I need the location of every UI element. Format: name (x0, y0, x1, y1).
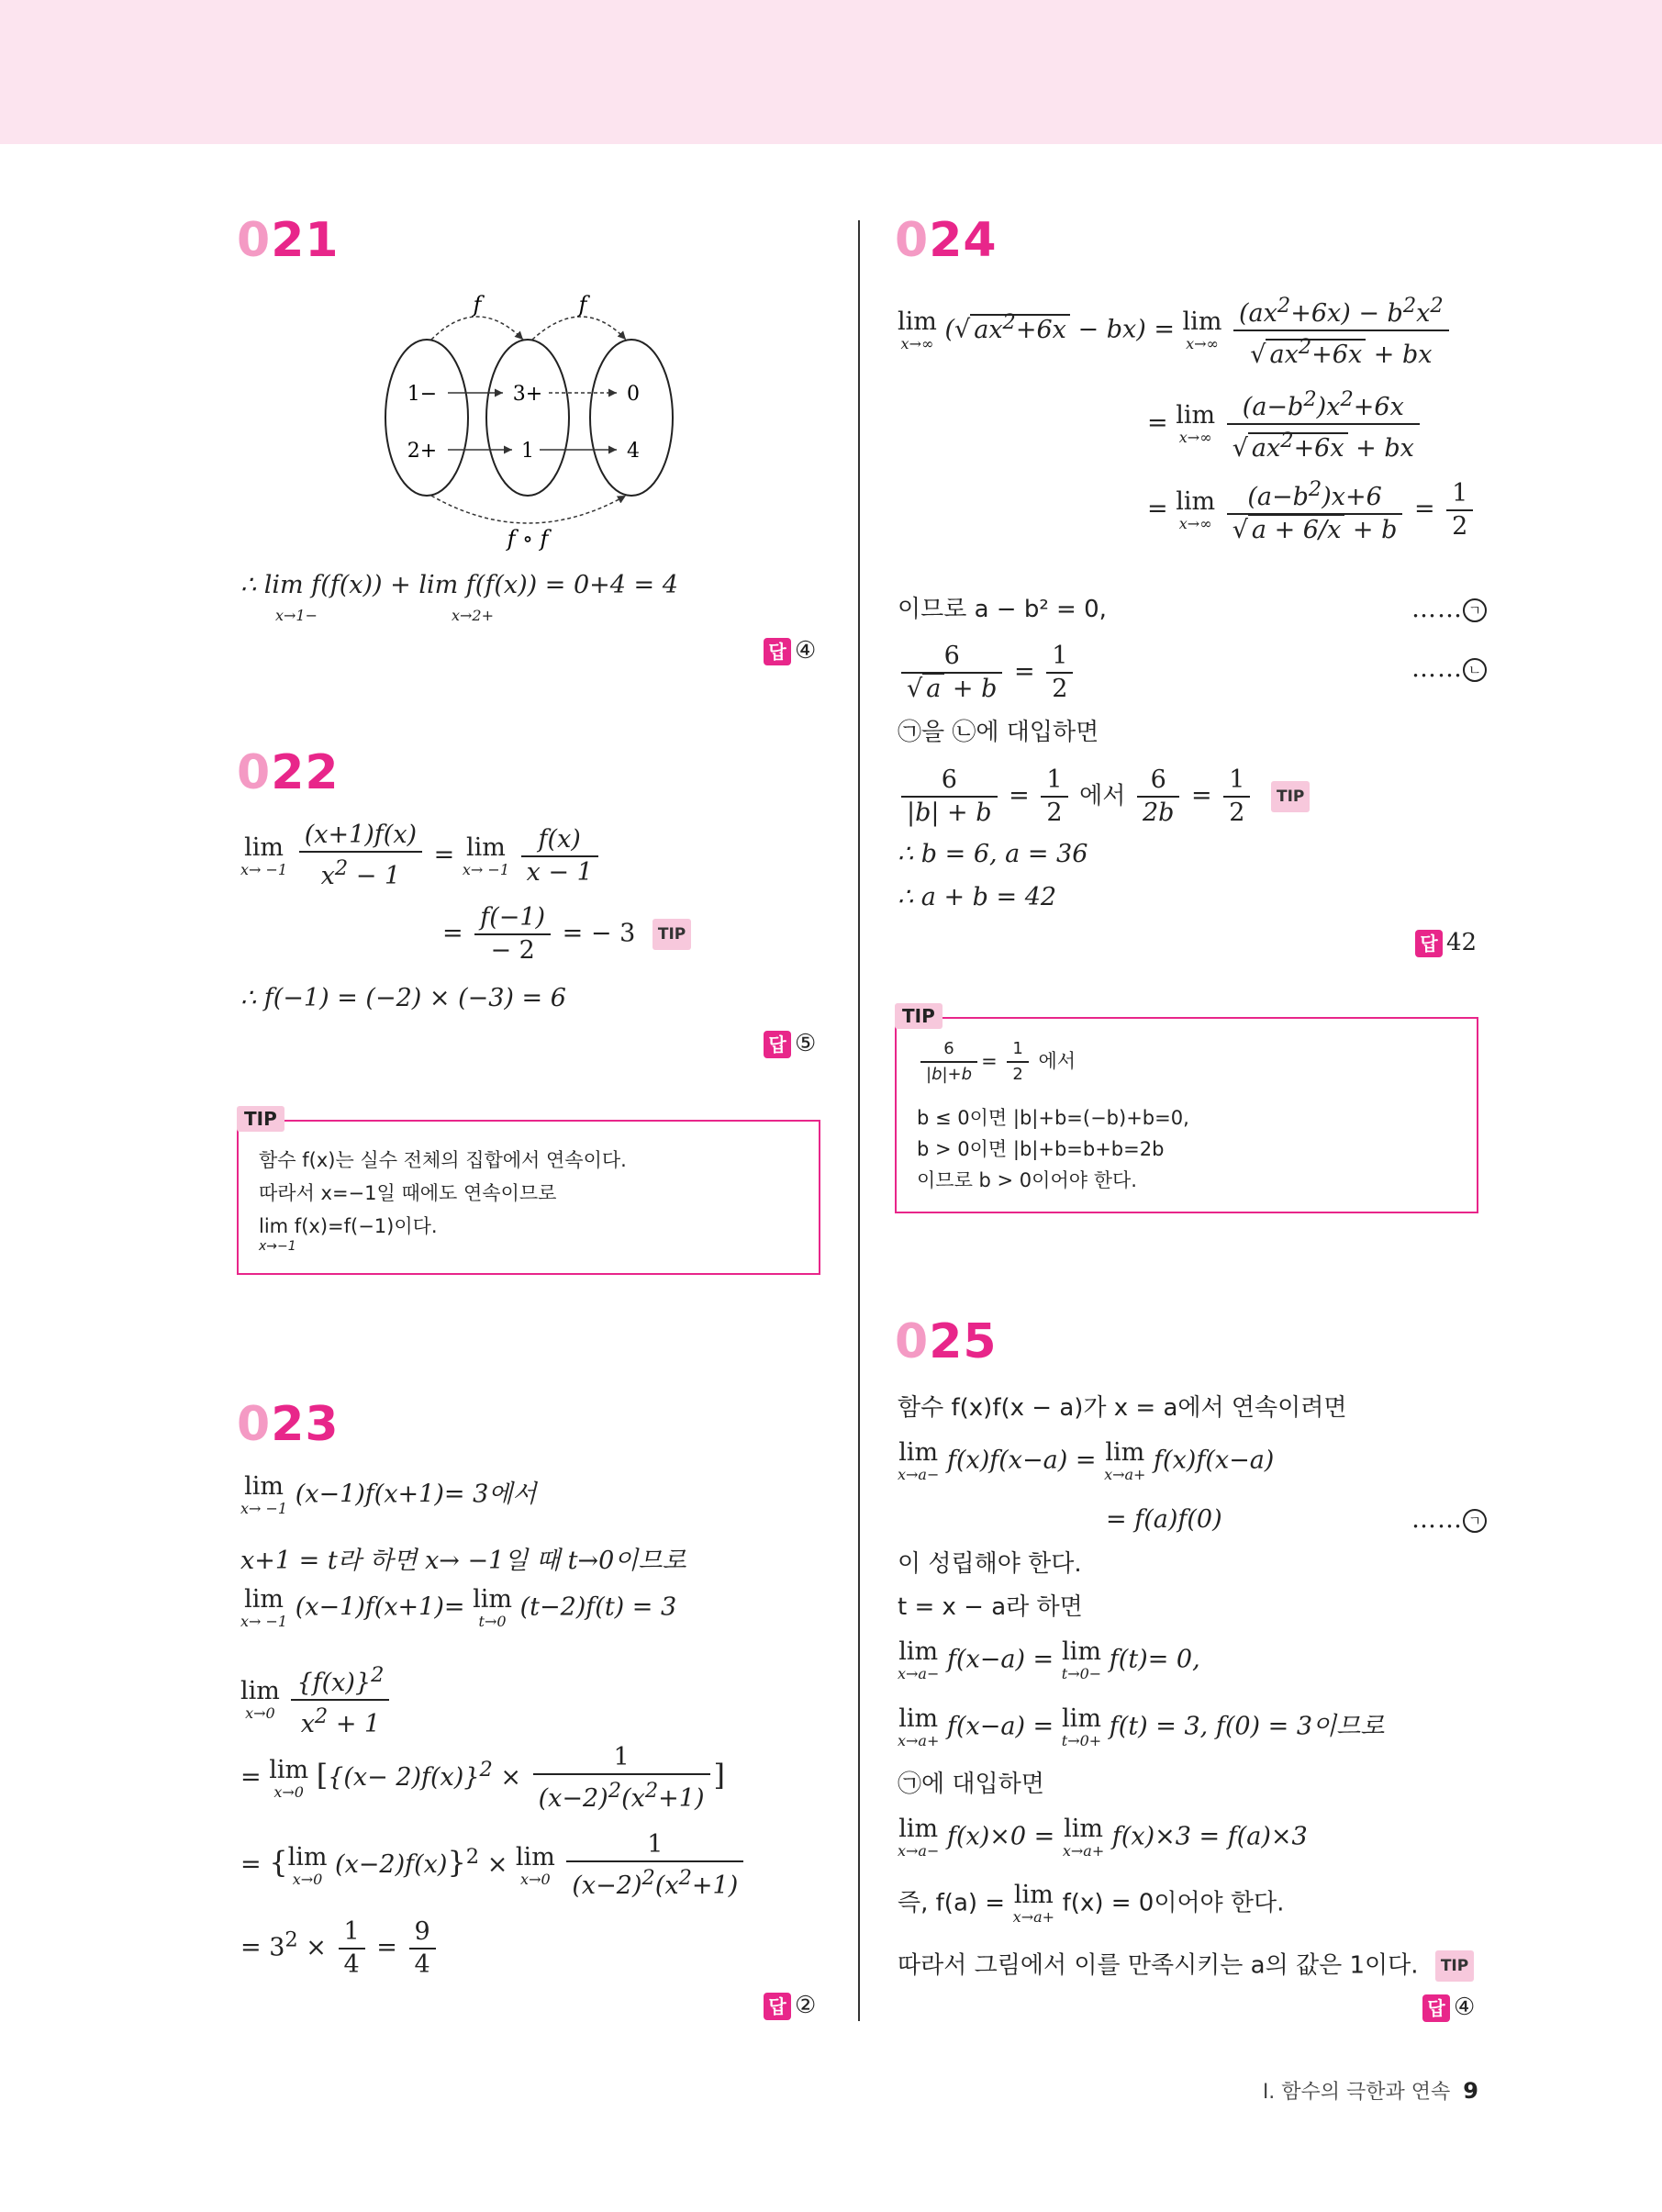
problem-number-022: 022 (237, 745, 340, 800)
p024-eq3: = lim x→∞ $\frac{(a-b^2)x+6}{√ a + 6/x + b}$ = $\frac{1}{2}$ (1147, 475, 1477, 544)
p023-l3: lim x→ −1 (x−1)f(x+1)= lim t→0 (t−2)f(t) = 3 (240, 1585, 677, 1630)
p022-eq1: lim x→ −1 $\frac{(x+1)f(x)}{x^2 - 1}$ = lim x→ −1 $\frac{f(x)}{x - 1}$ (240, 821, 602, 890)
p025-answer: 답 ④ (1422, 1994, 1475, 2022)
p023-l1: lim x→ −1 (x−1)f(x+1)= 3에서 (240, 1472, 537, 1517)
page-number: 9 (1463, 2078, 1478, 2104)
p021-answer: 답 ④ (764, 637, 816, 665)
p024-r2: ∴ a + b = 42 (898, 883, 1057, 911)
p025-l6: ㉠에 대입하면 (898, 1771, 1044, 1798)
p024-c3: $\frac{6}{|b| + b}$ = $\frac{1}{2}$ 에서 $\frac{6}{2b}$ = $\frac{1}{2}$ TIP (898, 766, 1310, 827)
p023-eq2: = lim x→0 [$\{(x- 2)f(x)\}^2$ × $\frac{1}{(x-2)^2(x^2+1)}$ ] (240, 1743, 725, 1813)
p025-l1: 함수 f(x)f(x − a)가 x = a에서 연속이려면 (898, 1394, 1347, 1422)
p025-l2: 이 성립해야 한다. (898, 1550, 1082, 1578)
column-divider (858, 220, 860, 2021)
p025-l3: t = x − a라 하면 (898, 1593, 1083, 1621)
p025-l8: 즉, f(a) = lim x→a+ f(x) = 0이어야 한다. (898, 1881, 1285, 1926)
p025-l5: lim x→a+ f(x−a) = lim t→0+ f(t) = 3, f(0) = 3이므로 (898, 1704, 1385, 1749)
set1-a: 1− (407, 383, 438, 406)
page-footer (1263, 2076, 1478, 2105)
p024-r1: ∴ b = 6, a = 36 (898, 840, 1088, 868)
p021-lim-sub2: x→2+ (452, 607, 495, 624)
chapter-title: Ⅰ. 함수의 극한과 연속 (1262, 2081, 1451, 2104)
mapping-diagram (376, 285, 688, 551)
p025-l4: lim x→a− f(x−a) = lim t→0− f(t)= 0, (898, 1637, 1200, 1682)
p024-c1: 이므로 a − b² = 0, (898, 596, 1107, 623)
p022-answer: 답 ⑤ (764, 1030, 816, 1058)
set2-a: 3+ (512, 383, 543, 406)
p024-eq1: lim x→∞ (√ $ax^2+6x - bx) = \lim$ x→∞ $\frac{(ax^2+6x) - b^2x^2}{√ ax^2+6x + bx}$ (898, 292, 1453, 369)
problem-number-024: 024 (895, 213, 998, 268)
p023-eq1: lim x→0 $\frac{\{f(x)\}^2}{x^2 + 1}$ (240, 1661, 393, 1738)
p023-l2: x+1 = t라 하면 x→ −1일 때 t→0이므로 (240, 1547, 686, 1575)
p024-tip-frac: $\frac{6}{|b|+b}$ = $\frac{1}{2}$ 에서 (917, 1039, 1076, 1085)
p022-tip-box: TIP 함수 f(x)는 실수 전체의 집합에서 연속이다. 따라서 x=−1일 때에도 연속이므로 lim f(x)=f(−1)이다. x→−1 (237, 1120, 820, 1275)
p024-mark1: …… ㄱ (1411, 595, 1487, 624)
p023-last: = $3^2$ × $\frac{1}{4}$ = $\frac{9}{4}$ (240, 1918, 440, 1979)
diagram-label-f2: f (578, 292, 587, 318)
p025-eq2: = f(a)f(0) (1106, 1505, 1222, 1534)
diagram-label-f1: f (473, 292, 482, 318)
problem-number-025: 025 (895, 1314, 998, 1369)
problem-number-023: 023 (237, 1397, 340, 1452)
p022-result: ∴ f(−1) = (−2) × (−3) = 6 (240, 984, 566, 1012)
p021-result-line: ∴ lim f(f(x)) + lim f(f(x)) = 0+4 = 4 (240, 571, 678, 599)
top-band (0, 0, 1662, 144)
p025-mark1: …… ㄱ (1411, 1505, 1487, 1535)
problem-number-021: 021 (237, 213, 340, 268)
p024-c2: ㉠을 ㉡에 대입하면 (898, 719, 1099, 746)
p025-l7: lim x→a− f(x)×0 = lim x→a+ f(x)×3 = f(a)×3 (898, 1815, 1308, 1860)
p024-answer: 답 42 (1415, 929, 1477, 957)
p024-c1b: $\frac{6}{√ a + b}$ = $\frac{1}{2}$ (898, 642, 1076, 703)
set2-b: 1 (521, 440, 534, 463)
p024-eq2: = lim x→∞ $\frac{(a-b^2)x^2+6x}{√ ax^2+6x + bx}$ (1147, 385, 1423, 463)
p022-eq2: = $\frac{f(-1)}{- 2}$ = − 3 TIP (442, 904, 691, 965)
diagram-label-ff: f ∘ f (507, 526, 549, 551)
set3-a: 0 (627, 383, 640, 406)
p023-eq3: = {lim x→0 (x−2)f(x)}$^2$ × lim x→0 $\frac{1}{(x-2)^2(x^2+1)}$ (240, 1831, 747, 1900)
p025-l9: 따라서 그림에서 이를 만족시키는 a의 값은 1이다. TIP (898, 1950, 1474, 1982)
set3-b: 4 (627, 440, 640, 463)
p021-lim-sub1: x→1− (275, 607, 318, 624)
set1-b: 2+ (407, 440, 438, 463)
p024-mark2: …… ㄴ (1411, 654, 1487, 684)
p023-answer: 답 ② (764, 1992, 816, 2020)
p025-eq1: lim x→a− f(x)f(x−a) = lim x→a+ f(x)f(x−a) (898, 1438, 1275, 1483)
p024-tip-box: TIP $\frac{6}{|b|+b}$ = $\frac{1}{2}$ 에서 b ≤ 0이면 |b|+b=(−b)+b=0, b > 0이면 |b|+b=b+b=2b 이므로 b > 0이어야 한다. (895, 1017, 1478, 1213)
